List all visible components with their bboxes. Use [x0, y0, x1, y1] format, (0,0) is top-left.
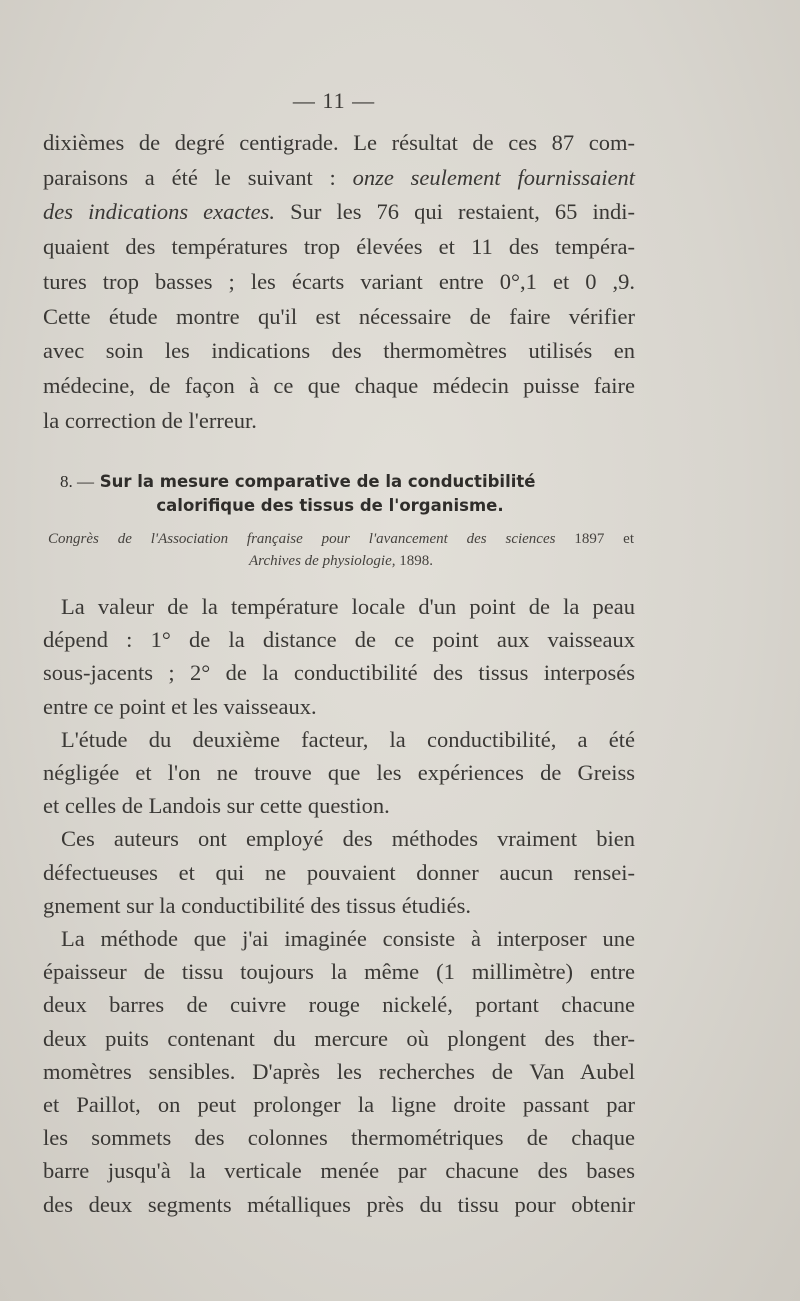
text-line: avec soin les indications des thermomètres utilisés en — [43, 338, 635, 364]
citation-line-2 — [48, 550, 634, 572]
text-line: sous-jacents ; 2° de la conductibilité des tissus interposés — [43, 660, 635, 686]
section-citation — [48, 528, 634, 572]
text-line: défectueuses et qui ne pouvaient donner aucun rensei- — [43, 859, 635, 885]
section-number: 8. — — [60, 472, 94, 491]
text-line: Ces auteurs ont employé des méthodes vraiment bien — [61, 826, 635, 852]
text-line: deux puits contenant du mercure où plongent des ther- — [43, 1025, 635, 1051]
text-line: les sommets des colonnes thermométriques de chaque — [43, 1125, 635, 1151]
citation-year: 1897 et — [555, 531, 634, 547]
text-line: la correction de l'erreur. — [43, 407, 257, 433]
section-title-line-1 — [60, 470, 620, 494]
text-line: barre jusqu'à la verticale menée par chacune des bases — [43, 1158, 635, 1184]
text-line: deux barres de cuivre rouge nickelé, portant chacune — [43, 992, 635, 1018]
text-span: paraisons a été le suivant : — [43, 164, 353, 190]
text-line — [43, 195, 635, 230]
text-line: momètres sensibles. D'après les recherches de Van Aubel — [43, 1058, 635, 1084]
text-line: entre ce point et les vaisseaux. — [43, 693, 317, 719]
text-line: dépend : 1° de la distance de ce point aux vaisseaux — [43, 627, 635, 653]
page-number: — 11 — — [292, 88, 376, 113]
section-heading — [60, 470, 620, 518]
text-line: La valeur de la température locale d'un point de la peau — [61, 594, 635, 619]
citation-journal: Archives de physiologie, — [249, 553, 396, 569]
italic-text: des indications exactes. — [43, 199, 276, 225]
italic-text: onze seulement fournissaient — [352, 164, 635, 190]
paragraph-3 — [43, 723, 635, 823]
paragraph-2 — [43, 590, 635, 723]
text-line: quaient des températures trop élevées et 11 des tempéra- — [43, 234, 635, 260]
section-body — [43, 590, 635, 1221]
text-line: des deux segments métalliques près du tissu pour obtenir — [43, 1191, 635, 1217]
citation-venue: Congrès de l'Association française pour l'avancement des sciences — [48, 531, 556, 547]
text-line: et celles de Landois sur cette question. — [43, 793, 390, 819]
text-line: négligée et l'on ne trouve que les expériences de Greiss — [43, 760, 635, 786]
text-span: Sur les 76 qui restaient, 65 indi- — [275, 199, 635, 225]
text-line — [43, 161, 635, 196]
text-line: médecine, de façon à ce que chaque médecin puisse faire — [43, 372, 635, 398]
paragraph-1 — [43, 126, 635, 438]
text-line: tures trop basses ; les écarts variant entre 0°,1 et 0 ,9. — [43, 268, 635, 294]
section-title-text: Sur la mesure comparative de la conductibilité — [99, 472, 536, 491]
section-title-line-2: calorifique des tissus de l'organisme. — [156, 496, 504, 515]
paragraph-4 — [43, 822, 635, 922]
text-line: La méthode que j'ai imaginée consiste à interposer une — [61, 926, 635, 952]
paragraph-5 — [43, 922, 635, 1221]
citation-line-1 — [48, 528, 634, 550]
citation-year: 1898. — [395, 553, 433, 569]
text-line: et Paillot, on peut prolonger la ligne droite passant par — [43, 1092, 635, 1118]
text-line: gnement sur la conductibilité des tissus étudiés. — [43, 892, 472, 918]
text-line: L'étude du deuxième facteur, la conductibilité, a été — [61, 726, 635, 752]
text-line: épaisseur de tissu toujours la même (1 millimètre) entre — [43, 959, 635, 985]
text-line: Cette étude montre qu'il est nécessaire de faire vérifier — [43, 303, 635, 329]
text-line: dixièmes de degré centigrade. Le résultat de ces 87 com- — [43, 130, 635, 155]
